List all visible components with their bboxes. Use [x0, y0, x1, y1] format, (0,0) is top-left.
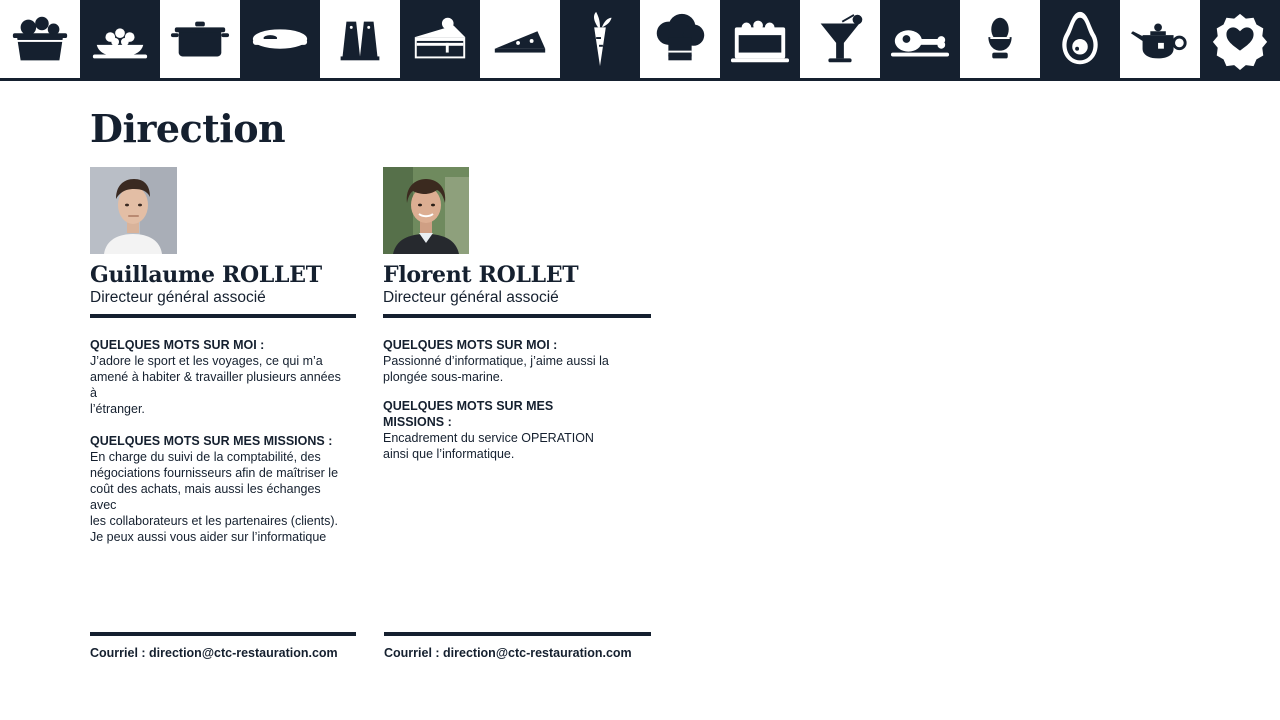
cake-slice-icon	[400, 0, 480, 78]
food-icon-banner	[0, 0, 1280, 81]
contact-footer-guillaume	[90, 632, 356, 660]
cocktail-glass-icon	[800, 0, 880, 78]
cooking-pot-icon	[160, 0, 240, 78]
portrait-photo-guillaume	[90, 167, 177, 254]
ham-plate-icon	[880, 0, 960, 78]
salt-pepper-icon	[320, 0, 400, 78]
about-text: J’adore le sport et les voyages, ce qui m’a amené à habiter & travailler plusieurs années à l’étranger.	[90, 354, 341, 416]
missions-text: En charge du suivi de la comptabilité, des négociations fournisseurs afin de maîtriser le coût des achats, mais aussi les échanges avec les collaborateurs et les partenaires (clients). Je peux aussi vous aider sur l’informatique	[90, 450, 339, 544]
person-name: Guillaume ROLLET	[90, 262, 322, 288]
person-role: Directeur général associé	[90, 289, 266, 306]
person-card-florent	[383, 167, 651, 462]
person-name: Florent ROLLET	[383, 262, 579, 288]
egg-cup-icon	[960, 0, 1040, 78]
avocado-icon	[1040, 0, 1120, 78]
steak-icon	[240, 0, 320, 78]
teapot-icon	[1120, 0, 1200, 78]
about-section	[383, 337, 651, 385]
about-title: QUELQUES MOTS SUR MOI :	[90, 338, 265, 352]
chef-hat-icon	[640, 0, 720, 78]
heart-badge-icon	[1200, 0, 1280, 78]
salad-tray-icon	[720, 0, 800, 78]
missions-section	[383, 398, 651, 462]
pizza-slice-icon	[480, 0, 560, 78]
divider	[90, 632, 356, 636]
missions-section	[90, 433, 356, 545]
carrot-icon	[560, 0, 640, 78]
divider	[90, 314, 356, 318]
portrait-photo-florent	[383, 167, 469, 254]
divider	[384, 632, 651, 636]
email-text: Courriel : direction@ctc-restauration.com	[384, 646, 632, 660]
about-section	[90, 337, 356, 417]
contact-footer-florent	[384, 632, 651, 660]
missions-title: QUELQUES MOTS SUR MES MISSIONS :	[90, 434, 333, 448]
pasta-bowl-icon	[80, 0, 160, 78]
about-text: Passionné d’informatique, j’aime aussi la plongée sous-marine.	[383, 354, 609, 384]
email-text: Courriel : direction@ctc-restauration.com	[90, 646, 338, 660]
page-title: Direction	[90, 106, 286, 151]
person-role: Directeur général associé	[383, 289, 559, 306]
divider	[383, 314, 651, 318]
missions-title: QUELQUES MOTS SUR MES MISSIONS :	[383, 399, 554, 429]
about-title: QUELQUES MOTS SUR MOI :	[383, 338, 558, 352]
person-card-guillaume	[90, 167, 356, 545]
missions-text: Encadrement du service OPERATION ainsi que l’informatique.	[383, 431, 594, 461]
vegetable-basket-icon	[0, 0, 80, 78]
